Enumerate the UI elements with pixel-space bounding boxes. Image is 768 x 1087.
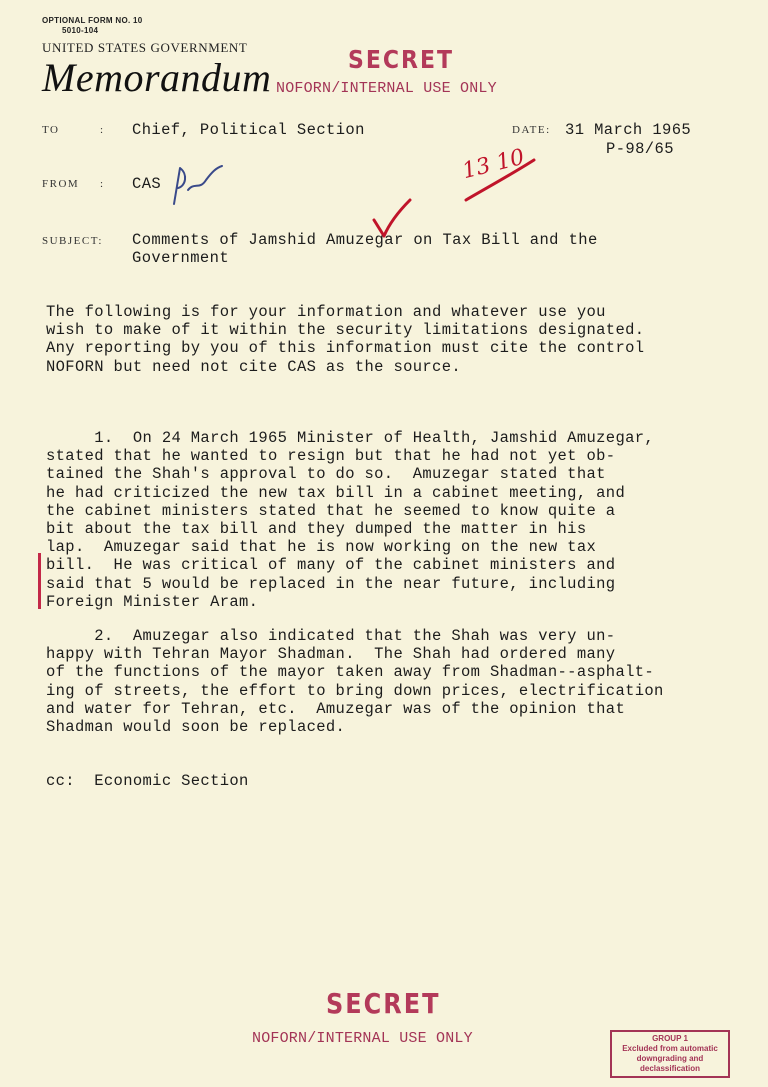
government-heading: UNITED STATES GOVERNMENT: [42, 40, 248, 55]
paragraph-2-line: happy with Tehran Mayor Shadman. The Shah had ordered many: [46, 645, 616, 664]
red-underline-icon: [460, 150, 540, 210]
noforn-stamp-top: NOFORN/INTERNAL USE ONLY: [276, 80, 497, 97]
group-1-stamp: [610, 1030, 730, 1078]
subject-line-1: Comments of Jamshid Amuzegar on Tax Bill and the: [132, 231, 598, 249]
to-label: TO: [42, 124, 60, 136]
secret-stamp-bottom: SECRET: [326, 987, 441, 1021]
form-number: [42, 16, 143, 36]
paragraph-1-line: the cabinet ministers stated that he seemed to know quite a: [46, 501, 616, 520]
paragraph-2-line: 2. Amuzegar also indicated that the Shah was very un-: [46, 627, 616, 645]
intro-paragraph: [46, 303, 644, 376]
paragraph-1: [46, 429, 654, 611]
from-value: CAS: [132, 175, 162, 193]
paragraph-1-line: bill. He was critical of many of the cabinet ministers and: [46, 556, 616, 575]
paragraph-1-line: Foreign Minister Aram.: [46, 592, 259, 611]
to-value: Chief, Political Section: [132, 121, 365, 139]
group-stamp-line: declassification: [639, 1064, 701, 1073]
intro-line: Any reporting by you of this information must cite the control: [46, 339, 645, 358]
memorandum-title: Memorandum: [42, 55, 272, 100]
margin-marker: [38, 553, 41, 609]
subject-line-2: Government: [132, 249, 230, 267]
date-label: DATE:: [512, 124, 551, 136]
paragraph-1-line: 1. On 24 March 1965 Minister of Health, Jamshid Amuzegar,: [46, 429, 655, 447]
from-label: FROM: [42, 178, 80, 190]
paragraph-1-line: tained the Shah's approval to do so. Amuzegar stated that: [46, 465, 606, 484]
form-number-line1: OPTIONAL FORM NO. 10: [42, 16, 143, 25]
paragraph-1-line: stated that he wanted to resign but that he had not yet ob-: [46, 447, 616, 466]
paragraph-2-line: and water for Tehran, etc. Amuzegar was of the opinion that: [46, 699, 626, 718]
from-colon: :: [100, 178, 105, 190]
noforn-stamp-bottom: NOFORN/INTERNAL USE ONLY: [252, 1030, 473, 1047]
intro-line: NOFORN but need not cite CAS as the source.: [46, 357, 462, 376]
to-colon: :: [100, 124, 105, 136]
paragraph-1-line: he had criticized the new tax bill in a cabinet meeting, and: [46, 483, 626, 502]
group-stamp-line: GROUP 1: [652, 1034, 688, 1043]
paragraph-1-line: lap. Amuzegar said that he is now working on the new tax: [46, 538, 597, 557]
paragraph-1-line: bit about the tax bill and they dumped the matter in his: [46, 520, 587, 539]
form-number-line2: 5010-104: [62, 26, 99, 35]
handwritten-routing-number: 13 10: [459, 144, 528, 185]
paragraph-1-line: said that 5 would be replaced in the near future, including: [46, 574, 616, 593]
intro-line: wish to make of it within the security limitations designated.: [46, 321, 645, 340]
handwritten-initials-icon: [166, 160, 226, 210]
secret-stamp-top: SECRET: [348, 46, 454, 75]
date-value: 31 March 1965: [565, 121, 692, 139]
group-stamp-line: Excluded from automatic: [622, 1044, 718, 1053]
paragraph-2-line: Shadman would soon be replaced.: [46, 718, 346, 737]
subject-label: SUBJECT:: [42, 235, 103, 247]
cc-line: cc: Economic Section: [46, 772, 249, 790]
group-stamp-line: downgrading and: [636, 1054, 704, 1063]
reference-number: P-98/65: [606, 140, 674, 158]
intro-line: The following is for your information and whatever use you: [46, 303, 606, 321]
paragraph-2-line: ing of streets, the effort to bring down prices, electrification: [46, 681, 664, 700]
paragraph-2: [46, 627, 664, 736]
paragraph-2-line: of the functions of the mayor taken away from Shadman--asphalt-: [46, 663, 655, 682]
